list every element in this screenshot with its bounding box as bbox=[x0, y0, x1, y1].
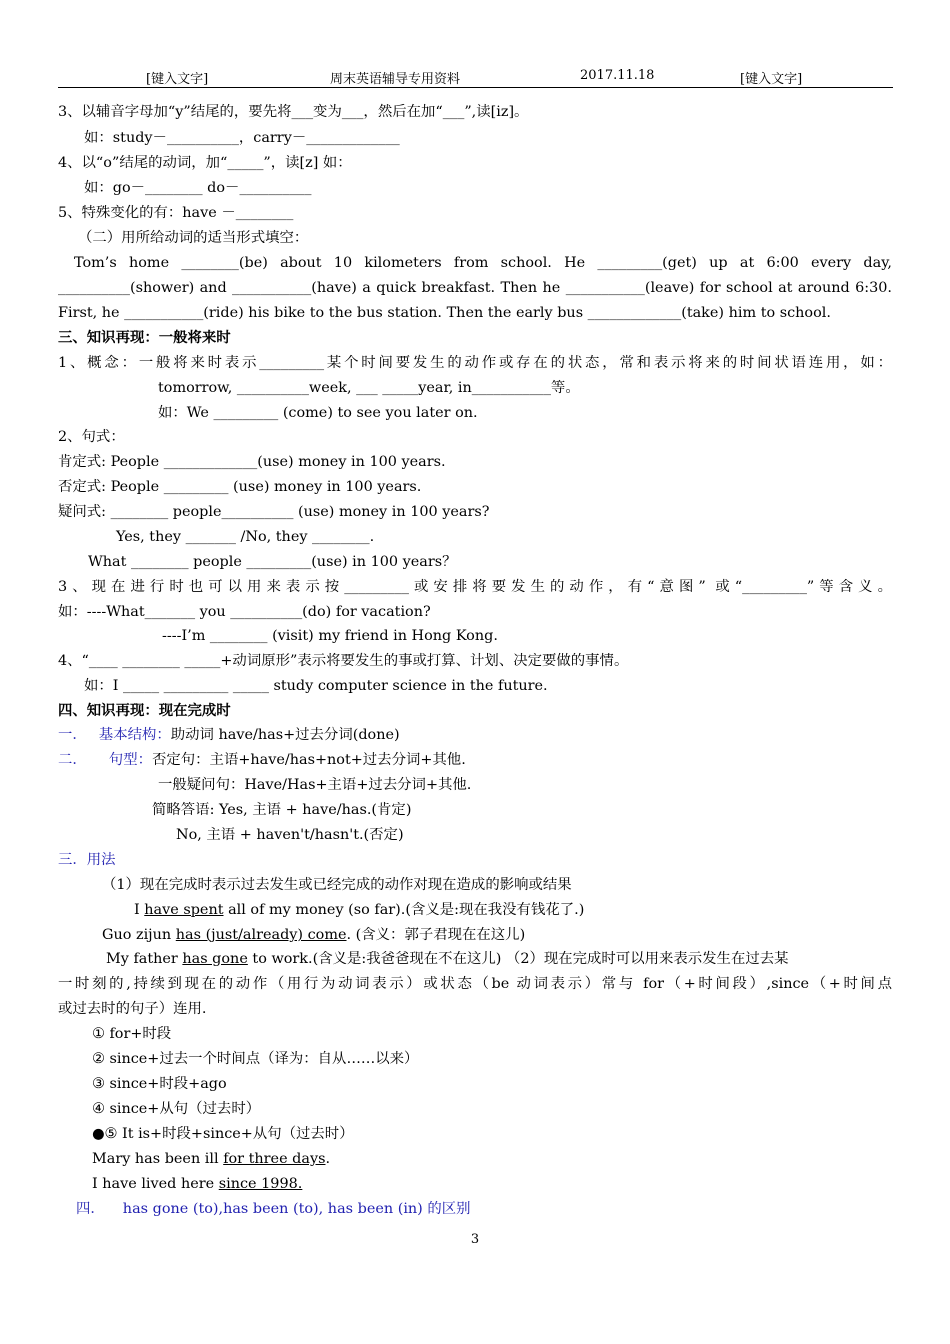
difference-title: has gone (to),has been (to), has been (in) 的区别 bbox=[122, 1201, 471, 1217]
list-item-since-ago: ③ since+时段+ago bbox=[92, 1076, 227, 1092]
difference-heading bbox=[76, 1200, 471, 1218]
header-date: 2017.11.18 bbox=[580, 68, 655, 83]
line-example-go: 如：go－________ do－__________ bbox=[84, 180, 312, 196]
header-left: [键入文字] bbox=[146, 72, 209, 87]
roman-two: 二． bbox=[58, 752, 87, 768]
line-4-o-ending: 4、以“o”结尾的动词，加“_____”，读[z] 如： bbox=[58, 155, 352, 171]
sentence-patterns-label: 2、句式： bbox=[58, 429, 125, 445]
underlined-phrase: for three days bbox=[223, 1151, 326, 1167]
line-3-y-ending: 3、以辅音字母加“y”结尾的，要先将___变为___，然后在加“___”,读[iz]。 bbox=[58, 104, 529, 120]
example-have-spent bbox=[134, 901, 584, 919]
text: Mary has been ill bbox=[92, 1151, 224, 1167]
page-number: 3 bbox=[470, 1232, 480, 1247]
text: I bbox=[134, 902, 145, 918]
general-question-text: 一般疑问句：Have/Has+主语+过去分词+其他. bbox=[158, 777, 472, 793]
underlined-phrase: since 1998. bbox=[218, 1176, 303, 1192]
affirmative-pattern: 肯定式: People _____________(use) money in 100 years. bbox=[58, 454, 446, 470]
list-item-since-time: ② since+过去一个时间点（译为：自从……以来） bbox=[92, 1051, 419, 1067]
text: My father bbox=[106, 951, 183, 967]
underlined-phrase: have spent bbox=[144, 902, 224, 918]
roman-one: 一． bbox=[58, 727, 87, 743]
sentence-type-label: 句型： bbox=[108, 752, 152, 768]
text: Guo zijun bbox=[102, 927, 176, 943]
text: . (含义：郭子君现在在这儿) bbox=[346, 927, 526, 943]
question-pattern: 疑问式: ________ people__________ (use) money in 100 years? bbox=[58, 504, 490, 520]
basic-structure-text: 助动词 have/has+过去分词(done) bbox=[170, 727, 400, 743]
be-going-to-line: 4、“____ ________ _____+动词原形”表示将要发生的事或打算、计划、决定要做的事情。 bbox=[58, 653, 629, 669]
present-progressive-future-line: 3、现在进行时也可以用来表示按_________或安排将要发生的动作，有“意图” 或“_________”等含义。 bbox=[58, 579, 892, 595]
negative-sentence-text: 否定句：主语+have/has+not+过去分词+其他. bbox=[151, 752, 466, 768]
usage-2-continuation: 一时刻的,持续到现在的动作（用行为动词表示）或状态（be 动词表示）常与 for（+时间段）,since（+时间点 bbox=[58, 976, 892, 992]
example-mary bbox=[92, 1150, 330, 1168]
section-present-perfect-title: 四、知识再现：现在完成时 bbox=[58, 702, 231, 719]
be-going-to-example: 如：I _____ _________ _____ study computer science in the future. bbox=[84, 678, 548, 694]
underlined-phrase: has (just/already) come bbox=[175, 927, 347, 943]
line-example-study: 如：study－__________，carry－_____________ bbox=[84, 130, 400, 146]
vacation-answer: ----I’m ________ (visit) my friend in Hong Kong. bbox=[162, 628, 498, 644]
roman-four: 四． bbox=[76, 1201, 105, 1217]
underlined-phrase: has gone bbox=[182, 951, 248, 967]
section-future-tense-title: 三、知识再现：一般将来时 bbox=[58, 329, 231, 346]
line-5-irregular: 5、特殊变化的有：have －________ bbox=[58, 205, 294, 221]
text: all of my money (so far).(含义是:现在我没有钱花了.) bbox=[223, 902, 585, 918]
future-concept-line: 1、概念：一般将来时表示_________某个时间要发生的动作或存在的状态，常和表示将来的时间状语连用，如： bbox=[58, 355, 892, 371]
text: I have lived here bbox=[92, 1176, 219, 1192]
header-center: 周末英语辅导专用资料 bbox=[330, 72, 461, 87]
basic-structure-line bbox=[58, 726, 400, 744]
wh-question-pattern: What ________ people _________(use) in 100 years？ bbox=[88, 554, 457, 570]
usage-1-description: （1）现在完成时表示过去发生或已经完成的动作对现在造成的影响或结果 bbox=[102, 877, 572, 893]
usage-2-end: 或过去时的句子）连用. bbox=[58, 1001, 207, 1017]
header-rule bbox=[58, 87, 893, 88]
short-answer-yes: 简略答语: Yes, 主语 + have/has.(肯定) bbox=[152, 802, 412, 818]
usage-heading: 三．用法 bbox=[58, 852, 116, 868]
exercise-line-3: First, he ___________(ride) his bike to the bus station. Then the early bus _____________(take) him to school. bbox=[58, 305, 831, 321]
vacation-question: 如：----What_______ you __________(do) for vacation? bbox=[58, 604, 431, 620]
sentence-type-line bbox=[58, 751, 466, 769]
exercise-line-1: Tom’s home ________(be) about 10 kilometers from school. He _________(get) up at 6:00 every day, bbox=[74, 255, 892, 271]
example-has-gone bbox=[106, 950, 789, 968]
short-answer-no: No, 主语 + haven't/hasn't.(否定) bbox=[176, 827, 404, 843]
basic-structure-label: 基本结构： bbox=[98, 727, 171, 743]
list-item-for: ① for+时段 bbox=[92, 1026, 172, 1042]
negative-pattern: 否定式: People _________ (use) money in 100 years. bbox=[58, 479, 422, 495]
text: to work.(含义是:我爸爸现在不在这儿) （2）现在完成时可以用来表示发生在过去某 bbox=[247, 951, 789, 967]
future-example: 如：We _________ (come) to see you later on. bbox=[158, 405, 478, 421]
exercise-line-2: __________(shower) and ___________(have) a quick breakfast. Then he ___________(leave) for school at around 6:30. bbox=[58, 280, 892, 296]
list-item-since-clause: ④ since+从句（过去时） bbox=[92, 1101, 261, 1117]
example-has-come bbox=[102, 926, 525, 944]
header-right: [键入文字] bbox=[740, 72, 803, 87]
exercise-heading: （二）用所给动词的适当形式填空： bbox=[78, 230, 309, 246]
list-item-it-is: ●⑤ It is+时段+since+从句（过去时） bbox=[92, 1126, 354, 1142]
future-time-words: tomorrow, __________week, ___ _____year, in___________等。 bbox=[158, 380, 580, 396]
text: . bbox=[325, 1151, 331, 1167]
short-answer-pattern: Yes, they _______ /No, they ________. bbox=[116, 529, 375, 545]
example-lived-here bbox=[92, 1175, 302, 1193]
